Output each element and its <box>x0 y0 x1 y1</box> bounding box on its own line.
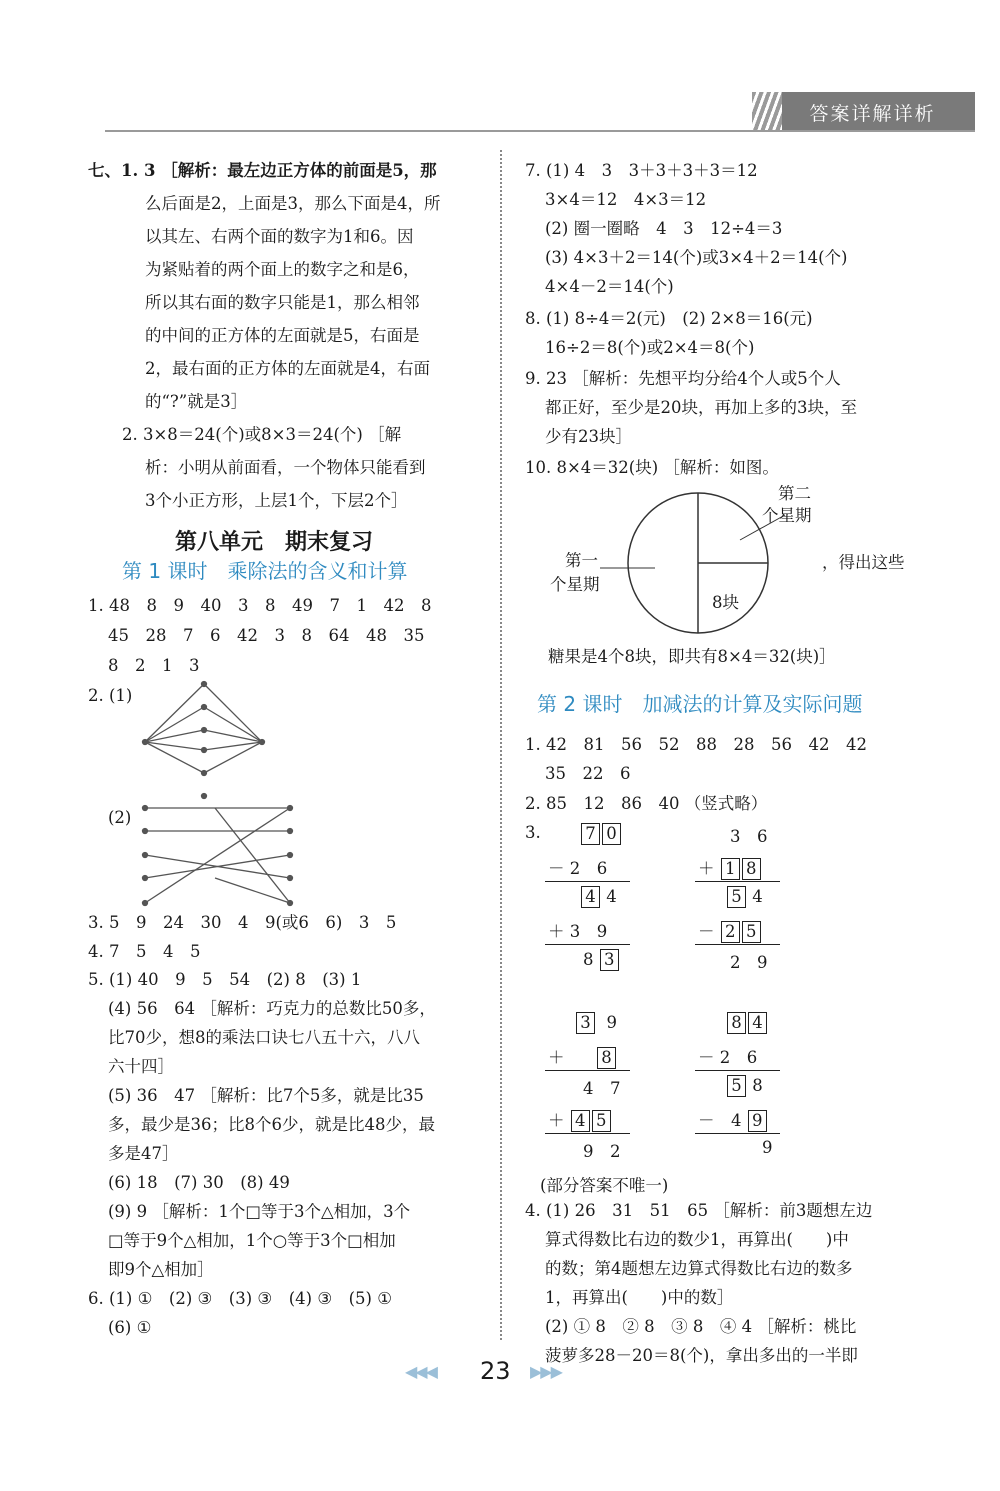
q5-line: 多是47］ <box>108 1144 179 1163</box>
q1-line: 1. 48 8 9 40 3 8 49 7 1 42 8 <box>88 596 432 615</box>
pie-after-text: ，得出这些 <box>822 553 905 572</box>
q5-line: □等于9个△相加，1个○等于3个□相加 <box>108 1231 396 1250</box>
r-q4-line: 1，再算出( )中的数］ <box>545 1288 734 1307</box>
r-q2-line: 2. 85 12 86 40 （竖式略） <box>525 794 768 813</box>
calc-op: ＋ <box>548 1048 565 1067</box>
r-q9-line: 少有23块］ <box>545 427 632 446</box>
lesson2-title: 第 2 课时 加减法的计算及实际问题 <box>537 692 863 716</box>
r-q1-line: 1. 42 81 56 52 88 28 56 42 42 <box>525 735 867 754</box>
calc-row: 3 6 <box>730 827 768 846</box>
q7-2-line: 2. 3×8＝24(个)或8×3＝24(个) ［解 <box>122 425 402 444</box>
q7-line: 的中间的正方体的左面就是5，右面是 <box>145 326 420 345</box>
q7-line: 么后面是2，上面是3，那么下面是4，所 <box>145 194 441 213</box>
r-q3-label: 3. <box>525 823 541 842</box>
r-q1-line: 35 22 6 <box>545 764 631 783</box>
calc-digit: 8 <box>583 950 594 969</box>
calc-digit: 9 <box>606 1013 617 1032</box>
answer-box: 7 <box>581 823 600 845</box>
q6-line: (6) ① <box>108 1318 152 1337</box>
calc-digit: 4 <box>606 887 617 906</box>
r-q3-note: (部分答案不唯一) <box>540 1176 669 1195</box>
answer-box: 9 <box>748 1110 767 1132</box>
q7-line: 为紧贴着的两个面上的数字之和是6， <box>145 260 420 279</box>
r-q8-line: 8. (1) 8÷4＝2(元) (2) 2×8＝16(元) <box>525 309 813 328</box>
r-q7-line: (2) 圈一圈略 4 3 12÷4＝3 <box>545 219 783 238</box>
q4-line: 4. 7 5 4 5 <box>88 942 201 961</box>
answer-box: 8 <box>727 1012 746 1034</box>
q7-2-line: 3个小正方形，上层1个，下层2个］ <box>145 491 408 510</box>
answer-box: 8 <box>742 858 761 880</box>
calc-row: 9 <box>762 1138 773 1157</box>
calc-op: － <box>698 922 715 941</box>
calc-op: ＋ <box>548 1111 565 1130</box>
r-q4-line: 4. (1) 26 31 51 65 ［解析：前3题想左边 <box>525 1201 873 1220</box>
r-q10-end: 糖果是4个8块，即共有8×4＝32(块)］ <box>548 647 836 666</box>
r-q7-line: (3) 4×3＋2＝14(个)或3×4＋2＝14(个) <box>545 248 848 267</box>
q7-line: 所以其右面的数字只能是1，那么相邻 <box>145 293 420 312</box>
r-q7-line: 3×4＝12 4×3＝12 <box>545 190 707 209</box>
answer-box: 3 <box>576 1012 595 1034</box>
calc-row: － 2 6 <box>548 859 608 878</box>
answer-box: 5 <box>727 1075 746 1097</box>
prev-arrows-icon: ◀◀◀ <box>405 1362 436 1381</box>
answer-box: 2 <box>721 921 740 943</box>
q5-line: (4) 56 64 ［解析：巧克力的总数比50多， <box>108 999 436 1018</box>
q7-2-line: 析：小明从前面看，一个物体只能看到 <box>145 458 426 477</box>
q2-label: 2. (1) <box>88 686 133 705</box>
answer-box: 5 <box>727 886 746 908</box>
q7-line: 2，最右面的正方体的左面就是4，右面 <box>145 359 430 378</box>
r-q4-line: 算式得数比右边的数少1，再算出( )中 <box>545 1230 849 1249</box>
calc-digit: 8 <box>752 1076 763 1095</box>
r-q9-line: 都正好，至少是20块，再加上多的3块，至 <box>545 398 857 417</box>
answer-box: 4 <box>571 1110 590 1132</box>
answer-box: 4 <box>748 1012 767 1034</box>
q7-line: 以其左、右两个面的数字为1和6。因 <box>145 227 414 246</box>
pie-slice-label: 8块 <box>712 593 739 612</box>
answer-box: 0 <box>602 823 621 845</box>
pie-label-week2: 第二 <box>778 484 811 503</box>
answer-box: 5 <box>592 1110 611 1132</box>
answer-box: 4 <box>581 886 600 908</box>
unit-title: 第八单元 期末复习 <box>175 529 374 555</box>
answer-box: 3 <box>600 949 619 971</box>
answer-box: 1 <box>721 858 740 880</box>
q5-line: (6) 18 (7) 30 (8) 49 <box>108 1173 290 1192</box>
pie-label-week1: 第一 <box>565 551 598 570</box>
q5-line: 比70少，想8的乘法口诀七八五十六，八八 <box>108 1028 420 1047</box>
calc-row: ＋ 3 9 <box>548 922 608 941</box>
lesson1-title: 第 1 课时 乘除法的含义和计算 <box>122 559 408 583</box>
q5-line: (5) 36 47 ［解析：比7个5多，就是比35 <box>108 1086 424 1105</box>
r-q8-line: 16÷2＝8(个)或2×4＝8(个) <box>545 338 755 357</box>
r-q4-line: (2) ① 8 ② 8 ③ 8 ④ 4 ［解析：桃比 <box>545 1317 857 1336</box>
calc-row: 4 7 <box>583 1079 621 1098</box>
r-q10-line: 10. 8×4＝32(块) ［解析：如图。 <box>525 458 779 477</box>
q6-line: 6. (1) ① (2) ③ (3) ③ (4) ③ (5) ① <box>88 1289 393 1308</box>
r-q7-line: 4×4－2＝14(个) <box>545 277 674 296</box>
q5-line: 六十四］ <box>108 1057 174 1076</box>
q1-line: 45 28 7 6 42 3 8 64 48 35 <box>108 626 425 645</box>
section-tag: 答案详解详析 <box>770 92 975 132</box>
calc-row: 2 9 <box>730 953 768 972</box>
q5-line: (9) 9 ［解析：1个□等于3个△相加，3个 <box>108 1202 411 1221</box>
q3-line: 3. 5 9 24 30 4 9(或6 6) 3 5 <box>88 913 397 932</box>
r-q4-line: 的数；第4题想左边算式得数比右边的数多 <box>545 1259 853 1278</box>
q7-line: 的“?”就是3］ <box>145 392 248 411</box>
pie-label-week2: 个星期 <box>762 506 812 525</box>
answer-box: 5 <box>742 921 761 943</box>
q5-line: 5. (1) 40 9 5 54 (2) 8 (3) 1 <box>88 970 362 989</box>
pie-label-week1: 个星期 <box>550 575 600 594</box>
q5-line: 即9个△相加］ <box>108 1260 214 1279</box>
r-q9-line: 9. 23 ［解析：先想平均分给4个人或5个人 <box>525 369 841 388</box>
r-q7-line: 7. (1) 4 3 3＋3＋3＋3＝12 <box>525 161 758 180</box>
r-q4-line: 菠萝多28－20＝8(个)，拿出多出的一半即 <box>545 1346 858 1365</box>
calc-op: － 4 <box>698 1111 742 1130</box>
calc-row: － 2 6 <box>698 1048 758 1067</box>
q1-line: 8 2 1 3 <box>108 656 200 675</box>
calc-op: ＋ <box>698 859 715 878</box>
calc-row: 9 2 <box>583 1142 621 1161</box>
q5-line: 多，最少是36；比8个6少，就是比48少，最 <box>108 1115 435 1134</box>
q7-line: 七、1. 3 ［解析：最左边正方体的前面是5，那 <box>88 161 437 180</box>
calc-digit: 4 <box>752 887 763 906</box>
page-number: 23 <box>480 1357 511 1385</box>
q2-label: (2) <box>108 808 132 827</box>
next-arrows-icon: ▶▶▶ <box>530 1362 561 1381</box>
answer-box: 8 <box>597 1047 616 1069</box>
